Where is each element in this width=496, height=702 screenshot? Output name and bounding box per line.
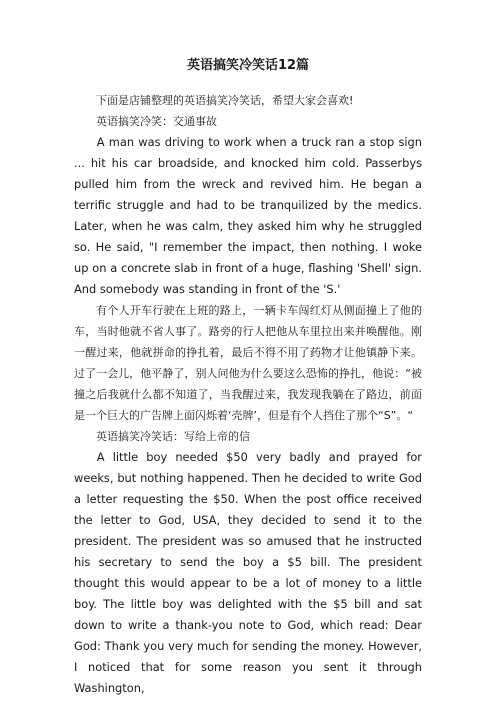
section-text-chinese-traffic-accident: 有个人开车行驶在上班的路上，一辆卡车闯红灯从侧面撞上了他的车，当时他就不省人事了。路旁的行人把他从车里拉出来并唤醒他。刚一醒过来，他就拼命的挣扎着，最后不得不用了药物才让他镇静下来。过了一会儿，他平静了，别人问他为什么要这么恐怖的挣扎，他说：“被撞之后我就什么都不知道了，当我醒过来，我发现我躺在了路边，前面是一个巨大的广告牌上面闪烁着‘壳牌’，但是有个人挡住了那个“S”。“ — [74, 304, 422, 422]
section-text-english-traffic-accident: A man was driving to work when a truck ran a stop sign ... hit his car broadside, and knocked him cold. Passerbys pulled him from the wreck and revived him. He began a terrific struggle and had to be tranquilized by the medics. Later, when he was calm, they asked him why he struggled so. He said, "I remember the impact, then nothing. I woke up on a concrete slab in front of a huge, flashing 'Shell' sign. And somebody was standing in front of the 'S.' — [74, 135, 422, 296]
section-heading-letter-to-god: 英语搞笑冷笑话：写给上帝的信 — [96, 430, 250, 443]
intro-text: 下面是店铺整理的英语搞笑冷笑话，希望大家会喜欢! — [96, 94, 354, 107]
section-heading-traffic-accident: 英语搞笑冷笑：交通事故 — [96, 115, 217, 128]
section-text-english-letter-to-god: A little boy needed $50 very badly and prayed for weeks, but nothing happened. Then he decided to write God a letter requesting the $50. When the post office received the letter to God, USA, they decided to send it to the president. The president was so amused that he instructed his secretary to send the boy a $5 bill. The president thought this would appear to be a lot of money to a little boy. The little boy was delighted with the $5 bill and sat down to write a thank-you note to God, which read: Dear God: Thank you very much for sending the money. However, I noticed that for some reason you sent it through Washington, — [74, 450, 422, 695]
document-title: 英语搞笑冷笑话12篇 — [186, 58, 310, 73]
